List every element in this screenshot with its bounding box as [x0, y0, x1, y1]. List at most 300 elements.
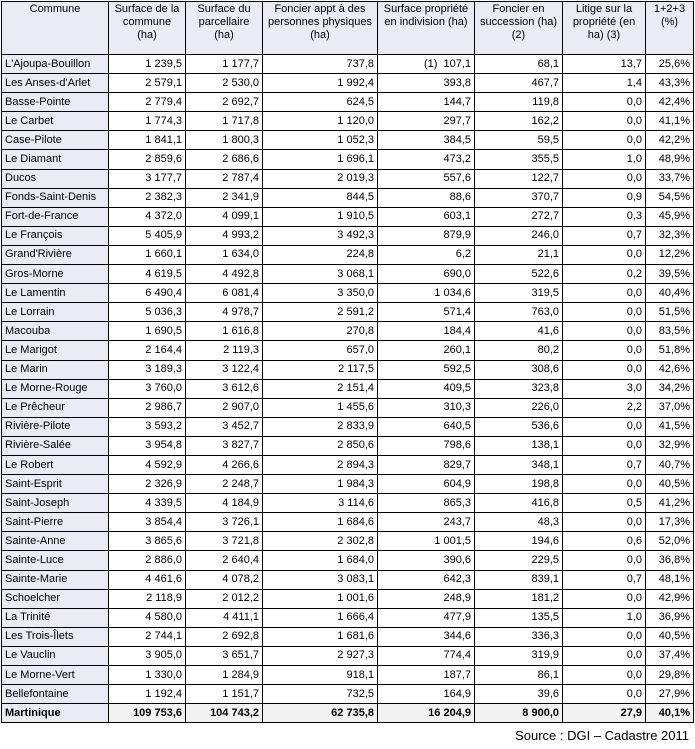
cell-commune: Ducos	[2, 169, 109, 188]
cell-pourcentage: 33,7%	[646, 169, 694, 188]
cell-litige-propriete: 0,0	[563, 169, 646, 188]
cell-surface-parcellaire: 1 634,0	[186, 245, 263, 264]
cell-foncier-succession: 86,1	[475, 666, 563, 685]
cell-pourcentage: 32,9%	[646, 436, 694, 455]
cell-surface-parcellaire: 2 640,4	[186, 551, 263, 570]
cell-foncier-personnes-physiques: 624,5	[263, 93, 378, 112]
cell-propriete-indivision: 879,9	[378, 226, 475, 245]
table-row	[2, 685, 694, 704]
table-row	[2, 188, 694, 207]
cell-surface-parcellaire: 104 743,2	[186, 704, 263, 723]
cell-surface-commune: 3 854,4	[109, 513, 186, 532]
cell-commune: Martinique	[2, 704, 109, 723]
cell-surface-parcellaire: 2 341,9	[186, 188, 263, 207]
cell-surface-commune: 1 774,3	[109, 112, 186, 131]
cell-surface-parcellaire: 3 651,7	[186, 646, 263, 665]
header-propriete-indivision: Surface propriété en indivision (ha)	[378, 2, 475, 55]
table-row	[2, 265, 694, 284]
cell-foncier-personnes-physiques: 3 350,0	[263, 284, 378, 303]
table-row	[2, 646, 694, 665]
cell-foncier-succession: 122,7	[475, 169, 563, 188]
cell-propriete-indivision: 829,7	[378, 455, 475, 474]
cell-foncier-succession: 229,5	[475, 551, 563, 570]
cell-foncier-succession: 194,6	[475, 532, 563, 551]
cell-foncier-succession: 39,6	[475, 685, 563, 704]
cell-surface-parcellaire: 4 078,2	[186, 570, 263, 589]
cell-surface-parcellaire: 2 907,0	[186, 398, 263, 417]
cell-propriete-indivision: 409,5	[378, 379, 475, 398]
cell-propriete-indivision: 557,6	[378, 169, 475, 188]
cell-foncier-personnes-physiques: 657,0	[263, 341, 378, 360]
cell-litige-propriete: 0,0	[563, 93, 646, 112]
cell-commune: Bellefontaine	[2, 685, 109, 704]
cell-pourcentage: 42,4%	[646, 93, 694, 112]
cell-foncier-succession: 319,9	[475, 646, 563, 665]
cell-foncier-personnes-physiques: 1 684,0	[263, 551, 378, 570]
cell-foncier-personnes-physiques: 1 984,3	[263, 475, 378, 494]
cell-surface-commune: 2 986,7	[109, 398, 186, 417]
cell-litige-propriete: 0,0	[563, 417, 646, 436]
cell-foncier-succession: 119,8	[475, 93, 563, 112]
cell-pourcentage: 42,9%	[646, 589, 694, 608]
table-row	[2, 570, 694, 589]
cell-surface-commune: 1 690,5	[109, 322, 186, 341]
cell-propriete-indivision: 640,5	[378, 417, 475, 436]
cell-propriete-indivision: 865,3	[378, 494, 475, 513]
cell-litige-propriete: 0,6	[563, 532, 646, 551]
cell-surface-commune: 2 382,3	[109, 188, 186, 207]
table-row	[2, 532, 694, 551]
cell-pourcentage: 52,0%	[646, 532, 694, 551]
cell-foncier-succession: 336,3	[475, 627, 563, 646]
cell-foncier-personnes-physiques: 2 591,2	[263, 303, 378, 322]
cell-surface-parcellaire: 2 692,7	[186, 93, 263, 112]
cell-surface-commune: 4 592,9	[109, 455, 186, 474]
cell-foncier-succession: 522,6	[475, 265, 563, 284]
cell-propriete-indivision: 473,2	[378, 150, 475, 169]
cell-foncier-succession: 138,1	[475, 436, 563, 455]
cell-foncier-personnes-physiques: 844,5	[263, 188, 378, 207]
cell-pourcentage: 51,5%	[646, 303, 694, 322]
cell-surface-commune: 1 239,5	[109, 55, 186, 74]
cell-surface-commune: 3 905,0	[109, 646, 186, 665]
cell-surface-commune: 4 619,5	[109, 265, 186, 284]
cell-surface-commune: 2 859,6	[109, 150, 186, 169]
table-row	[2, 93, 694, 112]
cell-propriete-indivision: 604,9	[378, 475, 475, 494]
cell-surface-parcellaire: 1 177,7	[186, 55, 263, 74]
cell-commune: Sainte-Anne	[2, 532, 109, 551]
total-row	[2, 704, 694, 723]
cell-surface-parcellaire: 3 122,4	[186, 360, 263, 379]
cell-commune: Le Morne-Vert	[2, 666, 109, 685]
cell-litige-propriete: 0,0	[563, 322, 646, 341]
cell-surface-parcellaire: 4 099,1	[186, 207, 263, 226]
cell-pourcentage: 48,1%	[646, 570, 694, 589]
table-row	[2, 207, 694, 226]
cell-litige-propriete: 27,9	[563, 704, 646, 723]
cell-surface-commune: 2 744,1	[109, 627, 186, 646]
cell-foncier-succession: 370,7	[475, 188, 563, 207]
cell-surface-commune: 2 164,4	[109, 341, 186, 360]
cell-propriete-indivision: 592,5	[378, 360, 475, 379]
cell-commune: Case-Pilote	[2, 131, 109, 150]
table-row	[2, 74, 694, 93]
cell-litige-propriete: 0,7	[563, 570, 646, 589]
table-row	[2, 589, 694, 608]
cell-litige-propriete: 0,9	[563, 188, 646, 207]
header-litige-propriete: Litige sur la propriété (en ha) (3)	[563, 2, 646, 55]
cell-litige-propriete: 0,7	[563, 455, 646, 474]
cell-foncier-succession: 467,7	[475, 74, 563, 93]
source-caption: Source : DGI – Cadastre 2011	[515, 728, 689, 743]
cell-litige-propriete: 0,0	[563, 341, 646, 360]
cell-pourcentage: 41,5%	[646, 417, 694, 436]
cell-surface-parcellaire: 4 978,7	[186, 303, 263, 322]
cell-surface-commune: 2 118,9	[109, 589, 186, 608]
cell-commune: Gros-Morne	[2, 265, 109, 284]
cell-pourcentage: 25,6%	[646, 55, 694, 74]
cell-foncier-personnes-physiques: 1 455,6	[263, 398, 378, 417]
header-surface-parcellaire: Surface du parcellaire (ha)	[186, 2, 263, 55]
cell-surface-commune: 4 461,6	[109, 570, 186, 589]
cell-propriete-indivision: 16 204,9	[378, 704, 475, 723]
cell-surface-commune: 1 841,1	[109, 131, 186, 150]
cell-surface-commune: 3 189,3	[109, 360, 186, 379]
cell-surface-commune: 5 036,3	[109, 303, 186, 322]
cell-surface-parcellaire: 3 827,7	[186, 436, 263, 455]
cell-foncier-personnes-physiques: 62 735,8	[263, 704, 378, 723]
header-foncier-succession: Foncier en succession (ha) (2)	[475, 2, 563, 55]
table-row	[2, 169, 694, 188]
cell-commune: Le Carbet	[2, 112, 109, 131]
table-row	[2, 551, 694, 570]
cell-foncier-personnes-physiques: 1 001,6	[263, 589, 378, 608]
cell-surface-parcellaire: 4 993,2	[186, 226, 263, 245]
cell-pourcentage: 39,5%	[646, 265, 694, 284]
cell-litige-propriete: 0,0	[563, 284, 646, 303]
cell-surface-parcellaire: 1 284,9	[186, 666, 263, 685]
cell-commune: Le Diamant	[2, 150, 109, 169]
cell-commune: Les Trois-Îlets	[2, 627, 109, 646]
cell-commune: Le Prêcheur	[2, 398, 109, 417]
cell-litige-propriete: 0,0	[563, 360, 646, 379]
cell-surface-commune: 1 330,0	[109, 666, 186, 685]
cell-foncier-personnes-physiques: 3 083,1	[263, 570, 378, 589]
table-row	[2, 150, 694, 169]
cell-pourcentage: 41,2%	[646, 494, 694, 513]
cell-propriete-indivision: 603,1	[378, 207, 475, 226]
cell-foncier-personnes-physiques: 2 117,5	[263, 360, 378, 379]
table-row	[2, 494, 694, 513]
cell-litige-propriete: 0,7	[563, 226, 646, 245]
cell-surface-parcellaire: 3 452,7	[186, 417, 263, 436]
cell-commune: Fort-de-France	[2, 207, 109, 226]
cell-commune: Rivière-Pilote	[2, 417, 109, 436]
cell-propriete-indivision: 390,6	[378, 551, 475, 570]
cell-propriete-indivision: 310,3	[378, 398, 475, 417]
cell-foncier-succession: 198,8	[475, 475, 563, 494]
cell-foncier-personnes-physiques: 737,8	[263, 55, 378, 74]
cell-pourcentage: 43,3%	[646, 74, 694, 93]
table-row	[2, 398, 694, 417]
cell-commune: Saint-Joseph	[2, 494, 109, 513]
cell-foncier-personnes-physiques: 1 681,6	[263, 627, 378, 646]
cell-surface-commune: 2 326,9	[109, 475, 186, 494]
cell-litige-propriete: 0,0	[563, 245, 646, 264]
cell-foncier-succession: 355,5	[475, 150, 563, 169]
cell-commune: Macouba	[2, 322, 109, 341]
cell-surface-commune: 3 177,7	[109, 169, 186, 188]
cell-foncier-personnes-physiques: 1 120,0	[263, 112, 378, 131]
cell-foncier-personnes-physiques: 2 302,8	[263, 532, 378, 551]
cell-surface-parcellaire: 2 686,6	[186, 150, 263, 169]
cell-surface-parcellaire: 1 616,8	[186, 322, 263, 341]
cell-commune: Schoelcher	[2, 589, 109, 608]
table-row	[2, 303, 694, 322]
cell-surface-commune: 3 760,0	[109, 379, 186, 398]
cell-commune: Sainte-Luce	[2, 551, 109, 570]
cell-foncier-succession: 8 900,0	[475, 704, 563, 723]
cell-pourcentage: 32,3%	[646, 226, 694, 245]
table-row	[2, 131, 694, 150]
cell-pourcentage: 40,5%	[646, 627, 694, 646]
cadastre-table	[1, 1, 694, 723]
cell-pourcentage: 37,4%	[646, 646, 694, 665]
cell-pourcentage: 40,7%	[646, 455, 694, 474]
cell-litige-propriete: 0,3	[563, 207, 646, 226]
cell-propriete-indivision: 690,0	[378, 265, 475, 284]
cell-pourcentage: 40,1%	[646, 704, 694, 723]
cell-foncier-succession: 839,1	[475, 570, 563, 589]
cell-foncier-personnes-physiques: 270,8	[263, 322, 378, 341]
cell-foncier-personnes-physiques: 2 894,3	[263, 455, 378, 474]
cell-propriete-indivision: 571,4	[378, 303, 475, 322]
header-row	[2, 2, 694, 55]
cell-pourcentage: 51,8%	[646, 341, 694, 360]
cell-surface-parcellaire: 1 717,8	[186, 112, 263, 131]
cell-surface-parcellaire: 6 081,4	[186, 284, 263, 303]
cell-pourcentage: 40,5%	[646, 475, 694, 494]
cell-pourcentage: 41,1%	[646, 112, 694, 131]
table-row	[2, 455, 694, 474]
cell-commune: L'Ajoupa-Bouillon	[2, 55, 109, 74]
cell-propriete-indivision: 260,1	[378, 341, 475, 360]
cell-surface-commune: 4 339,5	[109, 494, 186, 513]
cell-foncier-personnes-physiques: 224,8	[263, 245, 378, 264]
cell-foncier-personnes-physiques: 3 492,3	[263, 226, 378, 245]
cell-propriete-indivision: 187,7	[378, 666, 475, 685]
cell-commune: Fonds-Saint-Denis	[2, 188, 109, 207]
cell-pourcentage: 29,8%	[646, 666, 694, 685]
cell-foncier-succession: 80,2	[475, 341, 563, 360]
cell-propriete-indivision: 1 034,6	[378, 284, 475, 303]
cell-propriete-indivision: 344,6	[378, 627, 475, 646]
cell-foncier-succession: 319,5	[475, 284, 563, 303]
cell-foncier-personnes-physiques: 1 666,4	[263, 608, 378, 627]
cell-commune: Basse-Pointe	[2, 93, 109, 112]
cell-commune: La Trinité	[2, 608, 109, 627]
cell-pourcentage: 17,3%	[646, 513, 694, 532]
table-row	[2, 245, 694, 264]
header-commune: Commune	[2, 2, 109, 55]
table-row	[2, 608, 694, 627]
cell-pourcentage: 48,9%	[646, 150, 694, 169]
cell-value: 107,1	[443, 57, 471, 70]
cell-foncier-personnes-physiques: 2 833,9	[263, 417, 378, 436]
cell-commune: Le François	[2, 226, 109, 245]
cell-foncier-personnes-physiques: 2 927,3	[263, 646, 378, 665]
cell-commune: Le Lamentin	[2, 284, 109, 303]
cell-pourcentage: 42,2%	[646, 131, 694, 150]
cell-propriete-indivision: 642,3	[378, 570, 475, 589]
cell-foncier-succession: 48,3	[475, 513, 563, 532]
cell-litige-propriete: 0,5	[563, 494, 646, 513]
cell-surface-commune: 6 490,4	[109, 284, 186, 303]
cell-foncier-succession: 135,5	[475, 608, 563, 627]
cell-foncier-succession: 59,5	[475, 131, 563, 150]
cell-commune: Le Marin	[2, 360, 109, 379]
table-row	[2, 112, 694, 131]
table-row	[2, 322, 694, 341]
cell-litige-propriete: 2,2	[563, 398, 646, 417]
cell-pourcentage: 42,6%	[646, 360, 694, 379]
cell-litige-propriete: 1,0	[563, 150, 646, 169]
cell-litige-propriete: 0,0	[563, 551, 646, 570]
cell-litige-propriete: 1,0	[563, 608, 646, 627]
cell-surface-parcellaire: 4 266,6	[186, 455, 263, 474]
table-row	[2, 379, 694, 398]
cell-pourcentage: 83,5%	[646, 322, 694, 341]
cell-foncier-succession: 68,1	[475, 55, 563, 74]
cell-litige-propriete: 1,4	[563, 74, 646, 93]
cell-litige-propriete: 0,0	[563, 112, 646, 131]
cell-commune: Le Vauclin	[2, 646, 109, 665]
cell-foncier-personnes-physiques: 2 019,3	[263, 169, 378, 188]
cell-propriete-indivision: 384,5	[378, 131, 475, 150]
cell-foncier-personnes-physiques: 918,1	[263, 666, 378, 685]
cell-propriete-indivision: 774,4	[378, 646, 475, 665]
cell-propriete-indivision: 798,6	[378, 436, 475, 455]
cell-foncier-succession: 21,1	[475, 245, 563, 264]
cell-commune: Le Marigot	[2, 341, 109, 360]
cell-foncier-personnes-physiques: 1 910,5	[263, 207, 378, 226]
cell-commune: Le Lorrain	[2, 303, 109, 322]
cell-propriete-indivision	[378, 55, 475, 74]
header-pourcentage: 1+2+3 (%)	[646, 2, 694, 55]
cell-foncier-succession: 536,6	[475, 417, 563, 436]
table-row	[2, 226, 694, 245]
cell-propriete-indivision: 164,9	[378, 685, 475, 704]
cell-propriete-indivision: 297,7	[378, 112, 475, 131]
table-row	[2, 475, 694, 494]
cell-surface-parcellaire: 2 692,8	[186, 627, 263, 646]
cell-propriete-indivision: 1 001,5	[378, 532, 475, 551]
cell-propriete-indivision: 393,8	[378, 74, 475, 93]
cell-foncier-succession: 308,6	[475, 360, 563, 379]
cell-litige-propriete: 0,0	[563, 436, 646, 455]
cell-foncier-personnes-physiques: 732,5	[263, 685, 378, 704]
cell-surface-parcellaire: 2 248,7	[186, 475, 263, 494]
cell-pourcentage: 34,2%	[646, 379, 694, 398]
cell-foncier-personnes-physiques: 1 684,6	[263, 513, 378, 532]
table-row	[2, 627, 694, 646]
cell-litige-propriete: 0,0	[563, 131, 646, 150]
cell-surface-parcellaire: 3 612,6	[186, 379, 263, 398]
cell-pourcentage: 37,0%	[646, 398, 694, 417]
cell-propriete-indivision: 243,7	[378, 513, 475, 532]
cell-foncier-personnes-physiques: 3 068,1	[263, 265, 378, 284]
table-row	[2, 55, 694, 74]
cell-foncier-succession: 348,1	[475, 455, 563, 474]
cell-pourcentage: 12,2%	[646, 245, 694, 264]
cell-surface-parcellaire: 1 800,3	[186, 131, 263, 150]
table-row	[2, 417, 694, 436]
cell-surface-commune: 3 593,2	[109, 417, 186, 436]
cell-litige-propriete: 0,0	[563, 589, 646, 608]
cell-propriete-indivision: 88,6	[378, 188, 475, 207]
cell-foncier-succession: 226,0	[475, 398, 563, 417]
cell-surface-parcellaire: 4 411,1	[186, 608, 263, 627]
cell-surface-commune: 3 954,8	[109, 436, 186, 455]
cell-litige-propriete: 0,0	[563, 513, 646, 532]
cell-commune: Les Anses-d'Arlet	[2, 74, 109, 93]
cell-foncier-personnes-physiques: 1 992,4	[263, 74, 378, 93]
cell-surface-commune: 4 580,0	[109, 608, 186, 627]
cell-litige-propriete: 0,0	[563, 666, 646, 685]
cell-litige-propriete: 0,0	[563, 627, 646, 646]
cell-propriete-indivision: 144,7	[378, 93, 475, 112]
cell-surface-commune: 109 753,6	[109, 704, 186, 723]
cell-commune: Le Morne-Rouge	[2, 379, 109, 398]
table-body	[2, 55, 694, 723]
cell-pourcentage: 36,8%	[646, 551, 694, 570]
cell-surface-parcellaire: 2 530,0	[186, 74, 263, 93]
cell-pourcentage: 40,4%	[646, 284, 694, 303]
cell-surface-commune: 4 372,0	[109, 207, 186, 226]
cell-foncier-personnes-physiques: 2 151,4	[263, 379, 378, 398]
cell-foncier-succession: 181,2	[475, 589, 563, 608]
cell-foncier-succession: 323,8	[475, 379, 563, 398]
cell-foncier-personnes-physiques: 3 114,6	[263, 494, 378, 513]
cell-surface-commune: 2 779,4	[109, 93, 186, 112]
cell-surface-parcellaire: 4 492,8	[186, 265, 263, 284]
cell-surface-parcellaire: 1 151,7	[186, 685, 263, 704]
table-row	[2, 436, 694, 455]
cell-commune: Le Robert	[2, 455, 109, 474]
table-row	[2, 666, 694, 685]
cell-foncier-succession: 416,8	[475, 494, 563, 513]
cell-pourcentage: 45,9%	[646, 207, 694, 226]
cell-litige-propriete: 0,0	[563, 475, 646, 494]
cell-surface-commune: 5 405,9	[109, 226, 186, 245]
cell-propriete-indivision: 248,9	[378, 589, 475, 608]
cell-foncier-succession: 41,6	[475, 322, 563, 341]
footnote-marker: (1)	[424, 57, 438, 70]
table-row	[2, 513, 694, 532]
cell-pourcentage: 36,9%	[646, 608, 694, 627]
cell-litige-propriete: 13,7	[563, 55, 646, 74]
cell-surface-parcellaire: 2 787,4	[186, 169, 263, 188]
cell-surface-parcellaire: 3 726,1	[186, 513, 263, 532]
cell-foncier-personnes-physiques: 2 850,6	[263, 436, 378, 455]
cell-foncier-personnes-physiques: 1 696,1	[263, 150, 378, 169]
table-header	[2, 2, 694, 55]
header-foncier-personnes-physiques: Foncier appt à des personnes physiques (ha)	[263, 2, 378, 55]
cell-foncier-personnes-physiques: 1 052,3	[263, 131, 378, 150]
cell-litige-propriete: 0,0	[563, 646, 646, 665]
table-row	[2, 341, 694, 360]
